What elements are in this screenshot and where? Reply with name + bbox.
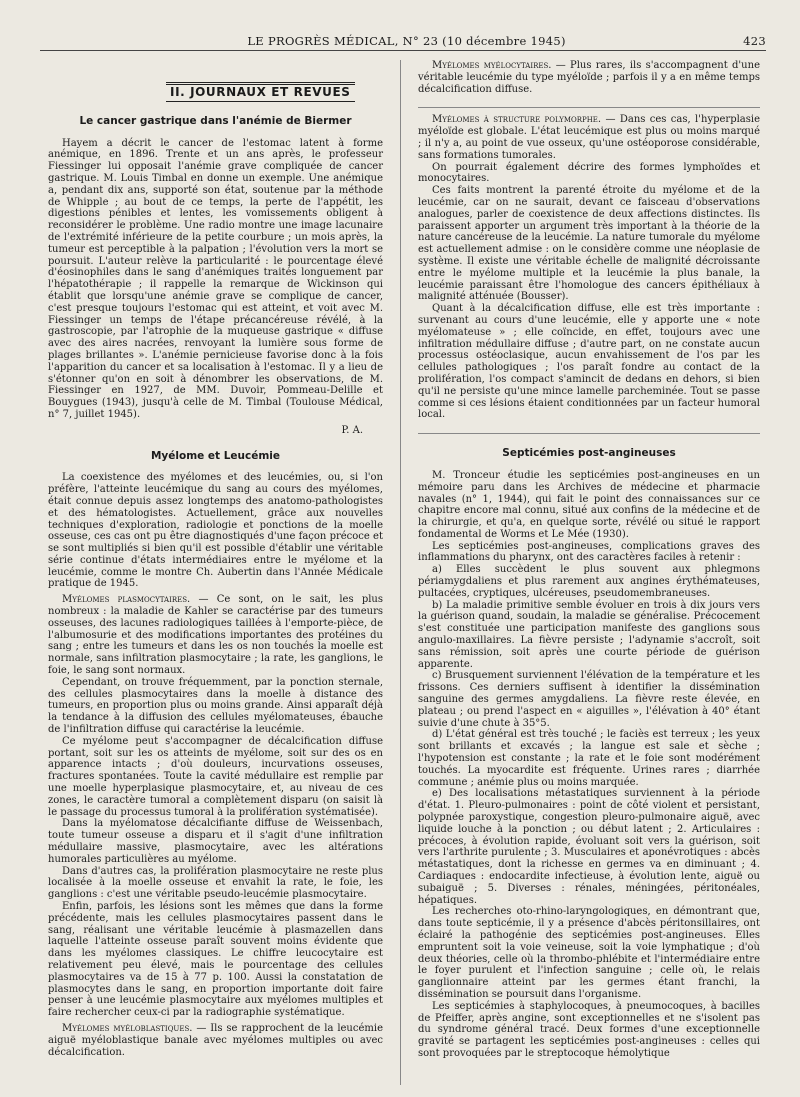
article-body-cancer: Hayem a décrit le cancer de l'estomac latent à forme anémique, en 1896. Trente et un ans après, le professeur Fiessinger lui opposait l'anémie grave compliquée de cancer gastrique. M. Louis Timbal en donne un exemple. Une anémique a, pendant dix ans, supporté son état, soutenue par la méthode de Whipple ; au bout de ce temps, la perte de l'appétit, les digestions pénibles et lentes, les vomissements obligent à reconsidérer le problème. Une radio montre une image lacunaire de l'extrémité inférieure de la petite courbure ; un mois après, la tumeur est perceptible à la palpation ; l'évolution vers la mort se poursuit. L'auteur relève la particularité : le pourcentage élevé d'éosinophiles dans le sang d'anémiques traités longuement par l'hépatothérapie ; il rappelle la remarque de Wickinson qui établit que lorsqu'une anémie grave se complique de cancer, c'est presque toujours l'estomac qui est atteint, et voit avec M. Fiessinger un temps de l'étape précancéreuse révélé, à la gastroscopie, par l'atrophie de la muqueuse gastrique « diffuse avec des aires nacrées, renvoyant la lumière sous forme de plages brillantes ». L'anémie pernicieuse favorise donc à la fois l'apparition du cancer et sa localisation à l'estomac. Il y a lieu de s'étonner qu'on en soit à dénombrer les observations, de M. Fiessinger en 1927, de MM. Duvoir, Pommeau-Delille et Bouygues (1943), jusqu'à celle de M. Timbal (Toulouse Médical, n° 7, juillet 1945). (48, 137, 383, 420)
paragraph: Dans la myélomatose décalcifiante diffuse de Weissenbach, toute tumeur osseuse a disparu et il s'agit d'une infiltration médullaire massive, plasmocytaire, avec les altérations humorales particulières au myélome. (48, 818, 383, 865)
header-rule (40, 50, 766, 51)
divider (418, 433, 760, 434)
article-title-myelome: Myélome et Leucémie (150, 449, 281, 462)
paragraph: c) Brusquement surviennent l'élévation de la température et les frissons. Ces derniers suffisent à identifier la dissémination sanguine des germes amygdaliens. La fièvre reste élevée, en plateau ; ou prend l'aspect en « aiguilles », l'élévation à 40° étant suivie d'une chute à 35°5. (418, 670, 760, 729)
paragraph-lead: Myélomes myélocytaires. (432, 60, 552, 71)
paragraph: Myélomes plasmocytaires. — Ce sont, on le sait, les plus nombreux : la maladie de Kahler se caractérise par des tumeurs osseuses, des lacunes radiologiques taillées à l'emporte-pièce, de l'albumosurie et des modifications importantes des protéines du sang ; entre les tumeurs et dans les os non touchés la moelle est normale, sans infiltration plasmocytaire ; la rate, les ganglions, le foie, le sang sont normaux. (48, 594, 383, 677)
column-divider (400, 60, 401, 1085)
paragraph-lead: Myélomes à structure polymorphe. (432, 114, 602, 126)
paragraph: On pourrait également décrire des formes lymphoïdes et monocytaires. (418, 161, 760, 185)
paragraph: Quant à la décalcification diffuse, elle est très importante : survenant au cours d'une leucémie, elle y apporte une « note myélomateuse » ; elle coïncide, en effet, toujours avec une infiltration médullaire diffuse ; d'autre part, on ne constate aucun processus ostéoclasique, aucun envahissement de l'os par les cellules pathologiques ; l'os paraît fondre au contact de la prolifération, l'os compact s'amincit de dedans en dehors, si bien qu'il ne persiste qu'une mince lamelle parcheminée. Tout se passe comme si ces lésions étaient conditionnées par un facteur humoral local. (418, 303, 760, 421)
divider (418, 107, 760, 108)
paragraph: M. Tronceur étudie les septicémies post-angineuses en un mémoire paru dans les Archives de médecine et pharmacie navales (n° 1, 1944), qui fait le point des connaissances sur ce chapitre encore mal connu, situé aux confins de la médecine et de la chirurgie, et qu'a, en quelque sorte, révélé ou situé le rapport fondamental de Worms et Le Mée (1930). (418, 469, 760, 540)
paragraph: d) L'état général est très touché ; le faciès est terreux ; les yeux sont brillants et excavés ; la langue est sale et sèche ; l'hypotension est constante ; la rate et le foie sont modérément touchés. La myocardite est fréquente. Urines rares ; diarrhée commune ; anémie plus ou moins marquée. (418, 729, 760, 788)
paragraph: Ces faits montrent la parenté étroite du myélome et de la leucémie, car on ne saurait, devant ce faisceau d'observations analogues, parler de coexistence de deux affections distinctes. Ils paraissent apporter un argument très important à la théorie de la nature cancéreuse de la leucémie. La nature tumorale du myélome est actuellement admise : on le considère comme une néoplasie de système. Il existe une véritable échelle de malignité décroissante entre le myélome multiple et la leucémie la plus banale, la leucémie paraissant être l'homologue des cancers épithéliaux à malignité atténuée (Bousser). (418, 185, 760, 303)
paragraph: La coexistence des myélomes et des leucémies, ou, si l'on préfère, l'atteinte leucémique du sang au cours des myélomes, était connue depuis assez longtemps des anatomo-pathologistes et des hématologistes. Actuellement, grâce aux nouvelles techniques d'exploration, radiologie et ponctions de la moelle osseuse, ces cas ont pu être diagnostiqués d'une façon précoce et se sont multipliés si bien qu'il est possible d'établir une véritable série continue d'états intermédiaires entre le myélome et la leucémie, comme le montre Ch. Aubertin dans l'Année Médicale pratique de 1945. (48, 472, 383, 590)
article-signature: P. A. (341, 424, 363, 436)
left-column (48, 60, 383, 1058)
paragraph: Les septicémies post-angineuses, complications graves des inflammations du pharynx, ont des caractères faciles à retenir : (418, 540, 760, 564)
paragraph: Cependant, on trouve fréquemment, par la ponction sternale, des cellules plasmocytaires dans la moelle à distance des tumeurs, en proportion plus ou moins grande. Ainsi apparaît déjà la tendance à la diffusion des cellules myélomateuses, ébauche de l'infiltration diffuse qui caractérise la leucémie. (48, 676, 383, 736)
paragraph: Enfin, parfois, les lésions sont les mêmes que dans la forme précédente, mais les cellules plasmocytaires passent dans le sang, réalisant une véritable leucémie à plasmazellen dans laquelle l'atteinte osseuse paraît souvent moins évidente que dans les myélomes classiques. Le chiffre leucocytaire est relativement peu élevé, mais le pourcentage des cellules plasmocytaires va de 15 à 77 p. 100. Aussi la constatation de plasmocytes dans le sang, en proportion importante doit faire penser à une leucémie plasmocytaire aux myélomes multiples et faire rechercher ceux-ci par la radiographie systématique. (48, 901, 383, 1019)
paragraph: e) Des localisations métastatiques surviennent à la période d'état. 1. Pleuro-pulmonaires : point de côté violent et persistant, polypnée paroxystique, congestion pleuro-pulmonaire aiguë, avec liquide louche à la ponction ; ou début latent ; 2. Articulaires : précoces, à évolution rapide, évoluant soit vers la guérison, soit vers l'arthrite purulente ; 3. Musculaires et aponévrotiques : abcès métastatiques, dont la richesse en germes va en diminuant ; 4. Cardiaques : endocardite infectieuse, à évolution lente, aiguë ou subaiguë ; 5. Diverses : rénales, méningées, péritonéales, hépatiques. (418, 788, 760, 906)
article-title-septicemies: Septicémies post-angineuses (502, 447, 676, 460)
paragraph-lead: Myélomes myéloblastiques. (62, 1022, 193, 1034)
page-number: 423 (743, 34, 766, 48)
section-title: II. JOURNAUX ET REVUES (166, 82, 355, 102)
paragraph-lead: Myélomes plasmocytaires. (62, 594, 191, 606)
paragraph: a) Elles succèdent le plus souvent aux phlegmons périamygdaliens et plus rarement aux angines érythémateuses, pultacées, cryptiques, ulcéreuses, pseudomembraneuses. (418, 564, 760, 599)
paragraph: b) La maladie primitive semble évoluer en trois à dix jours vers la guérison quand, soudain, la maladie se généralise. Précocement s'est constituée une participation manifeste des ganglions sous angulo-maxillaires. La fièvre persiste ; l'adynamie s'accroît, soit sans rémission, soit après une courte période de guérison apparente. (418, 599, 760, 670)
paragraph: Les septicémies à staphylocoques, à pneumocoques, à bacilles de Pfeiffer, après angine, sont exceptionnelles et ne s'isolent pas du syndrome général tracé. Deux formes d'une exceptionnelle gravité se partagent les septicémies post-angineuses : celles qui sont provoquées par le streptocoque hémolytique (418, 1000, 760, 1059)
paragraph: Les recherches oto-rhino-laryngologiques, en démontrant que, dans toute septicémie, il y a présence d'abcès péritonsillaires, ont éclairé la pathogénie des septicémies post-angineuses. Elles empruntent soit la voie veineuse, soit la voie lymphatique ; d'où deux théories, celle où la thrombo-phlébite et l'intermédiaire entre le foyer purulent et l'infection sanguine ; celle où, le relais ganglionnaire atteint par les germes étant franchi, la dissémination se poursuit dans l'organisme. (418, 906, 760, 1000)
paragraph: Myélomes myélocytaires. — Plus rares, ils s'accompagnent d'une véritable leucémie du type myéloïde ; parfois il y a en même temps décalcification diffuse. (418, 60, 760, 95)
paragraph: Dans d'autres cas, la prolifération plasmocytaire ne reste plus localisée à la moelle osseuse et envahit la rate, le foie, les ganglions : c'est une véritable pseudo-leucémie plasmocytaire. (48, 865, 383, 901)
paragraph: Myélomes myéloblastiques. — Ils se rapprochent de la leucémie aiguë myéloblastique banale avec myélomes multiples ou avec décalcification. (48, 1022, 383, 1058)
article-title-cancer: Le cancer gastrique dans l'anémie de Biermer (79, 114, 352, 127)
running-head (40, 34, 766, 48)
journal-header: LE PROGRÈS MÉDICAL, N° 23 (10 décembre 1945) (247, 34, 566, 48)
right-column (418, 60, 760, 1060)
paragraph: Myélomes à structure polymorphe. — Dans ces cas, l'hyperplasie myéloïde est globale. L'état leucémique est plus ou moins marqué ; il n'y a, au point de vue osseux, qu'une ostéoporose considérable, sans formations tumorales. (418, 114, 761, 161)
paragraph: Ce myélome peut s'accompagner de décalcification diffuse portant, soit sur les os atteints de myélome, soit sur des os en apparence intacts ; d'où douleurs, incurvations osseuses, fractures spontanées. Toute la cavité médullaire est remplie par une moelle hyperplasique plasmocytaire, et, au niveau de ces zones, le caractère tumoral a complètement disparu (on saisit là le passage du processus tumoral à la prolifération systématisée). (48, 735, 383, 818)
